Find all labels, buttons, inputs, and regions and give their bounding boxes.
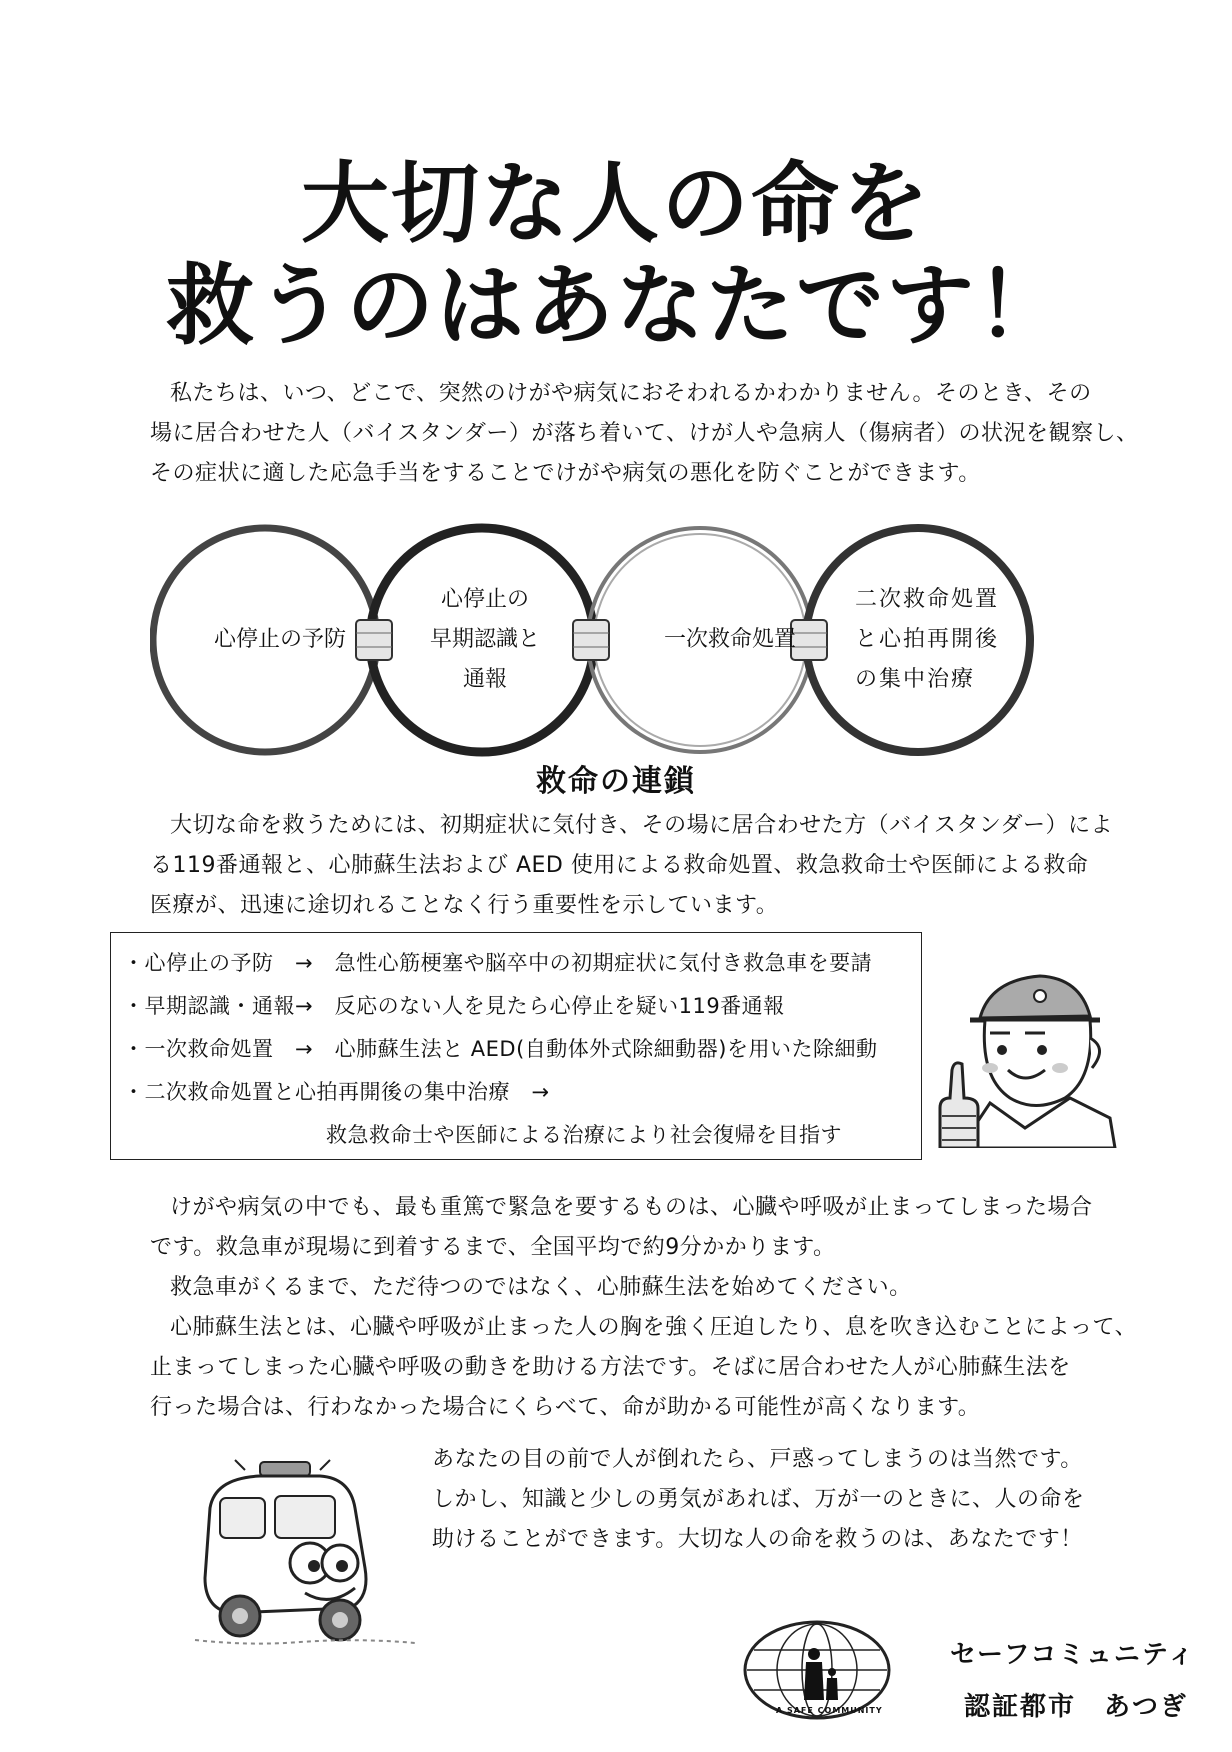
- closing-line: 助けることができます。大切な人の命を救うのは、あなたです！: [432, 1527, 1083, 1552]
- intro-line: 私たちは、いつ、どこで、突然のけがや病気におそわれるかわかりません。そのとき、その: [170, 381, 1092, 406]
- ring-label-bls: 一次救命処置: [663, 627, 796, 652]
- page-title-line-1: 大切な人の命を: [300, 152, 931, 255]
- org-name-line-1: セーフコミュニティ: [950, 1640, 1196, 1670]
- body-line: けがや病気の中でも、最も重篤で緊急を要するものは、心臓や呼吸が止まってしまった場合: [170, 1195, 1093, 1220]
- intro-line: 場に居合わせた人（バイスタンダー）が落ち着いて、けが人や急病人（傷病者）の状況を観察し、: [150, 421, 1139, 446]
- ring-label-early-recognition: 心停止の 早期認識と 通報: [429, 587, 540, 692]
- closing-line: あなたの目の前で人が倒れたら、戸惑ってしまうのは当然です。: [432, 1447, 1083, 1472]
- page-title-line-2: 救うのはあなたです！: [165, 254, 1066, 357]
- summary-line: ・心停止の予防 → 急性心筋梗塞や脳卒中の初期症状に気付き救急車を要請: [123, 951, 873, 975]
- summary-line: ・早期認識・通報→ 反応のない人を見たら心停止を疑い119番通報: [123, 994, 785, 1018]
- body-line: 救急車がくるまで、ただ待つのではなく、心肺蘇生法を始めてください。: [170, 1275, 912, 1300]
- body-line: 止まってしまった心臓や呼吸の動きを助ける方法です。そばに居合わせた人が心肺蘇生法を: [150, 1355, 1071, 1380]
- body-line: です。救急車が現場に到着するまで、全国平均で約9分かかります。: [150, 1235, 836, 1260]
- body-line: 心肺蘇生法とは、心臓や呼吸が止まった人の胸を強く圧迫したり、息を吹き込むことによって、: [170, 1315, 1138, 1340]
- summary-box: [110, 932, 922, 1160]
- ring-label-prevention: 心停止の予防: [213, 627, 346, 652]
- intro-paragraph: [150, 374, 1138, 494]
- closing-line: しかし、知識と少しの勇気があれば、万が一のときに、人の命を: [432, 1487, 1085, 1512]
- org-name-line-2: 認証都市 あつぎ: [964, 1692, 1189, 1722]
- body-line: 行った場合は、行わなかった場合にくらべて、命が助かる可能性が高くなります。: [150, 1395, 981, 1420]
- explanation-line: 大切な命を救うためには、初期症状に気付き、その場に居合わせた方（バイスタンダー）によ: [170, 813, 1114, 838]
- explanation-line: 医療が、迅速に途切れることなく行う重要性を示しています。: [150, 893, 779, 918]
- ring-label-post-resuscitation: 二次救命処置 と心拍再開後 の集中治療: [855, 587, 1000, 692]
- closing-paragraph: [432, 1440, 1085, 1560]
- summary-line: ・二次救命処置と心拍再開後の集中治療 →: [123, 1080, 550, 1104]
- summary-line: 救急救命士や医師による治療により社会復帰を目指す: [326, 1123, 842, 1147]
- intro-line: その症状に適した応急手当をすることでけがや病気の悪化を防ぐことができます。: [150, 461, 981, 486]
- ambulance-illustration: [190, 1448, 420, 1648]
- body-paragraph: [150, 1188, 1137, 1428]
- paramedic-mascot-illustration: [930, 958, 1120, 1148]
- explanation-paragraph: [150, 806, 1113, 926]
- explanation-line: る119番通報と、心肺蘇生法および AED 使用による救命処置、救急救命士や医師による救命: [150, 853, 1089, 878]
- ring-connector-1: [356, 620, 392, 660]
- ring-connector-2: [573, 620, 609, 660]
- logo-text: A SAFE COMMUNITY: [776, 1706, 883, 1715]
- summary-line: ・一次救命処置 → 心肺蘇生法と AED(自動体外式除細動器)を用いた除細動: [123, 1037, 878, 1061]
- chain-caption: 救命の連鎖: [536, 764, 696, 799]
